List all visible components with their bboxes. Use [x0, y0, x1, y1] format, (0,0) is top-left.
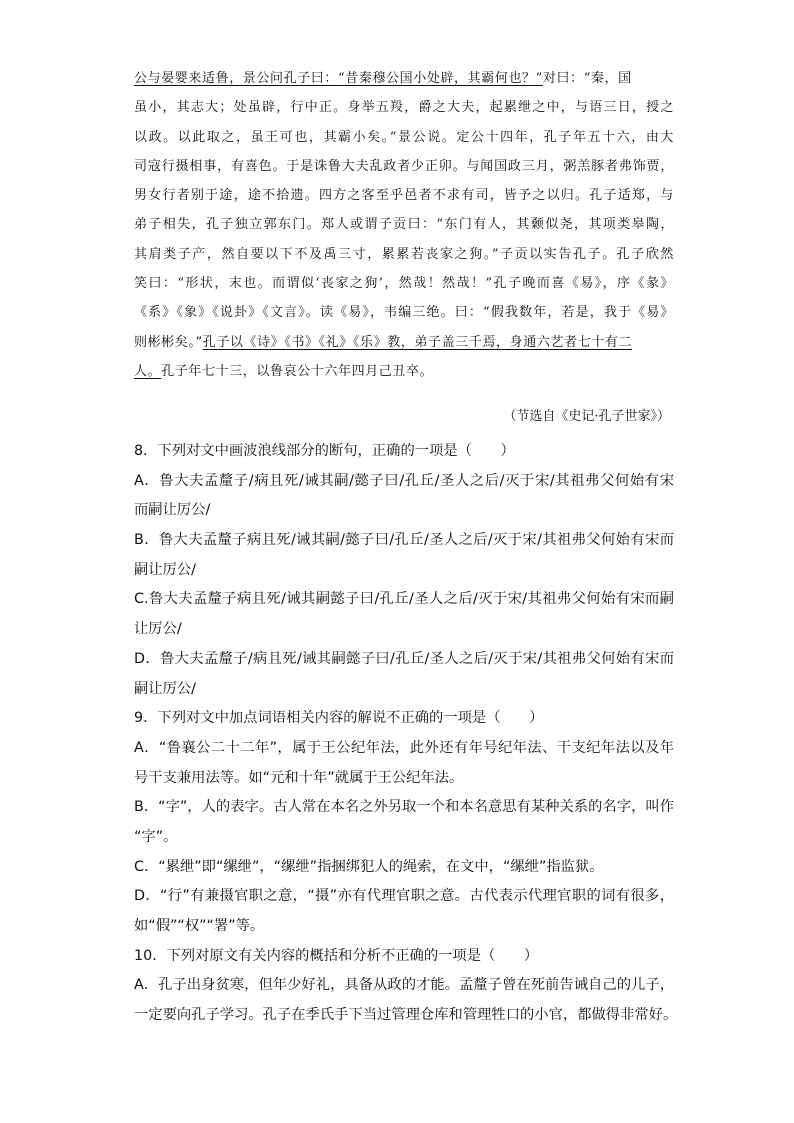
option-a: A．鲁大夫孟釐子/病且死/诫其嗣/懿子曰/孔丘/圣人之后/灭于宋/其祖弗父何始有宋	[134, 472, 674, 489]
option-a-cont: 号干支兼用法等。如“元和十年”就属于王公纪年法。	[134, 769, 464, 786]
passage-line	[134, 123, 674, 152]
passage-line	[134, 93, 674, 122]
option-b-cont: 嗣让厉公/	[134, 561, 197, 578]
passage-text: 《系》《象》《说卦》《文言》。读《易》，韦编三绝。曰：“假我数年，若是，我于《易》	[134, 305, 674, 321]
passage-line	[134, 240, 674, 269]
passage-text: 弟子相失，孔子独立郭东门。郑人或谓子贡曰：“东门有人，其颡似尧，其项类皋陶，	[134, 217, 674, 233]
passage-line	[134, 181, 674, 210]
passage-text: 笑曰：“形状，末也。而谓似‘丧家之狗’，然哉！然哉！”孔子晚而喜《易》，序《彖》	[134, 276, 674, 292]
underlined-text: 人。	[134, 363, 162, 379]
option-a: A．“鲁襄公二十二年”，属于王公纪年法，此外还有年号纪年法、干支纪年法以及年	[134, 739, 674, 756]
option-a: A．孔子出身贫寒，但年少好礼，具备从政的才能。孟釐子曾在死前告诫自己的儿子，	[134, 977, 674, 994]
underlined-text: 公与晏婴来适鲁，景公问孔子曰：“昔秦穆公国小处辟，其霸何也？”	[134, 71, 543, 86]
questions-section	[134, 437, 678, 1031]
passage-text: 以政。以此取之，虽王可也，其霸小矣。”景公说。定公十四年，孔子年五十六，由大	[134, 129, 674, 145]
option-c-cont: 让厉公/	[134, 621, 182, 638]
passage-text: 司寇行摄相事，有喜色。于是诛鲁大夫乱政者少正卯。与闻国政三月，粥羔豚者弗饰贾，	[134, 158, 674, 174]
option-b-cont: “字”。	[134, 828, 178, 845]
option-d: D．鲁大夫孟釐子/病且死/诫其嗣懿子曰/孔丘/圣人之后/灭于宋/其祖弗父何始有宋而	[134, 650, 674, 667]
option-b: B．鲁大夫孟釐子病且死/诫其嗣/懿子曰/孔丘/圣人之后/灭于宋/其祖弗父何始有宋而	[134, 532, 674, 549]
passage-line	[134, 152, 674, 181]
passage-line	[134, 269, 674, 298]
passage-line	[134, 328, 674, 357]
passage-text: 则彬彬矣。”	[134, 334, 203, 350]
passage-text: 对曰：“秦，国	[542, 71, 632, 86]
option-b: B．“字”，人的表字。古人常在本名之外另取一个和本名意思有某种关系的名字，叫作	[134, 799, 674, 816]
passage-line	[134, 64, 674, 93]
source-citation: （节选自《史记·孔子世家》）	[503, 409, 670, 424]
question-stem: 10．下列对原文有关内容的概括和分析不正确的一项是（ ）	[134, 947, 539, 964]
passage-line	[134, 357, 674, 386]
question-stem: 9．下列对文中加点词语相关内容的解说不正确的一项是（ ）	[134, 710, 544, 727]
option-d-cont: 如“假”“权”“署”等。	[134, 918, 265, 934]
question-stem: 8．下列对文中画波浪线部分的断句，正确的一项是（ ）	[134, 443, 515, 459]
option-d-cont: 嗣让厉公/	[134, 680, 197, 697]
passage-line	[134, 298, 674, 327]
passage-line	[134, 210, 674, 239]
passage-text: 男女行者别于途，途不拾遗。四方之客至乎邑者不求有司，皆予之以归。孔子适郑，与	[134, 188, 674, 204]
option-a-cont: 一定要向孔子学习。孔子在季氏手下当过管理仓库和管理牲口的小官，都做得非常好。	[134, 1007, 678, 1024]
passage-text: 孔子年七十三，以鲁哀公十六年四月己丑卒。	[161, 363, 434, 379]
passage-text: 虽小，其志大；处虽辟，行中正。身举五羖，爵之大夫，起累绁之中，与语三日，授之	[134, 100, 674, 116]
option-d: D．“行”有兼摄官职之意，“摄”亦有代理官职之意。古代表示代理官职的词有很多，	[134, 888, 674, 905]
option-c: C．“累绁”即“缧绁”，“缧绁”指捆绑犯人的绳索，在文中，“缧绁”指监狱。	[134, 858, 604, 875]
option-a-cont: 而嗣让厉公/	[134, 502, 211, 519]
passage-text: 其肩类子产，然自要以下不及禹三寸，累累若丧家之狗。”子贡以实告孔子。孔子欣然	[134, 246, 674, 262]
option-c: C.鲁大夫孟釐子病且死/诫其嗣懿子曰/孔丘/圣人之后/灭于宋/其祖弗父何始有宋而嗣	[134, 591, 674, 608]
classical-chinese-passage	[134, 64, 674, 386]
underlined-text: 孔子以《诗》《书》《礼》《乐》教，弟子盖三千焉，身通六艺者七十有二	[202, 334, 633, 350]
